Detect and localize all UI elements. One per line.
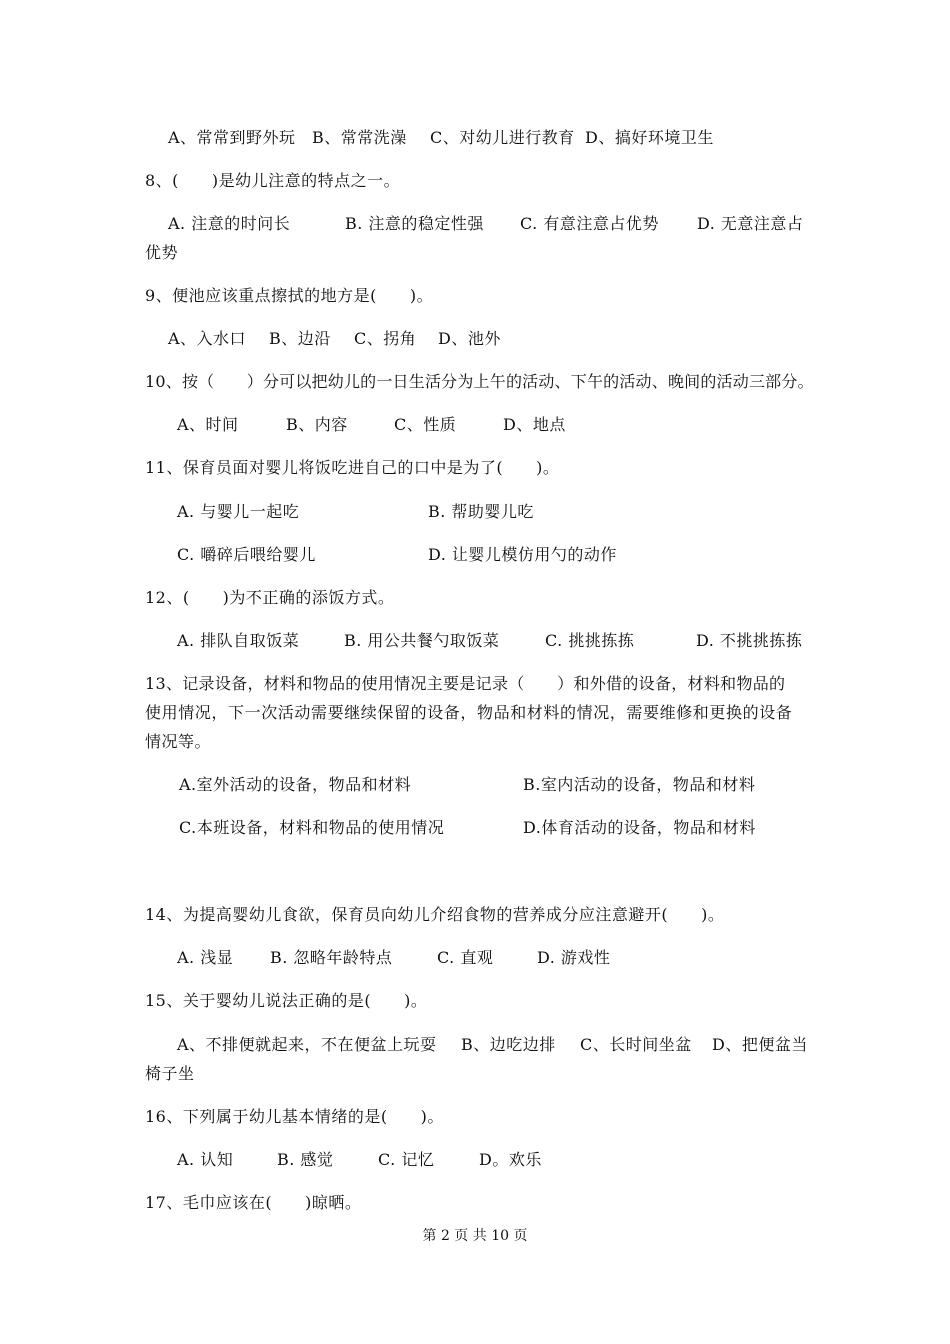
- q13-option-a: A.室外活动的设备，物品和材料: [179, 775, 412, 794]
- q8-option-d: D. 无意注意占: [697, 214, 804, 233]
- q12-stem: 12、( )为不正确的添饭方式。: [145, 588, 395, 607]
- q9-stem: 9、便池应该重点擦拭的地方是( )。: [145, 286, 434, 305]
- q9-option-b: B、边沿: [269, 329, 331, 348]
- q17-stem: 17、毛巾应该在( )晾晒。: [145, 1193, 362, 1212]
- q11-option-d: D. 让婴儿模仿用勺的动作: [428, 545, 617, 564]
- q8-option-d-wrap: 优势: [145, 243, 179, 262]
- q13-option-c: C.本班设备，材料和物品的使用情况: [179, 818, 445, 837]
- q16-option-a: A. 认知: [177, 1150, 234, 1169]
- q12-option-b: B. 用公共餐勺取饭菜: [344, 631, 500, 650]
- q13-option-b: B.室内活动的设备，物品和材料: [523, 775, 756, 794]
- q9-option-c: C、拐角: [354, 329, 417, 348]
- page-number-footer: 第 2 页 共 10 页: [422, 1228, 528, 1244]
- q15-option-a: A、不排便就起来，不在便盆上玩耍: [177, 1035, 437, 1054]
- q14-option-a: A. 浅显: [177, 948, 234, 967]
- q11-option-b: B. 帮助婴儿吃: [428, 502, 534, 521]
- q13-stem-line-1: 13、记录设备，材料和物品的使用情况主要是记录（ ）和外借的设备，材料和物品的: [145, 674, 786, 693]
- q8-option-c: C. 有意注意占优势: [520, 214, 659, 233]
- q7-option-c: C、对幼儿进行教育: [430, 128, 575, 147]
- q16-option-b: B. 感觉: [277, 1150, 334, 1169]
- q11-option-a: A. 与婴儿一起吃: [177, 502, 300, 521]
- q13-option-d: D.体育活动的设备，物品和材料: [523, 818, 756, 837]
- q14-stem: 14、为提高婴幼儿食欲，保育员向幼儿介绍食物的营养成分应注意避开( )。: [145, 905, 725, 924]
- q11-option-c: C. 嚼碎后喂给婴儿: [177, 545, 316, 564]
- q15-stem: 15、关于婴幼儿说法正确的是( )。: [145, 991, 428, 1010]
- q14-option-c: C. 直观: [437, 948, 494, 967]
- q15-option-d-wrap: 椅子坐: [145, 1064, 195, 1083]
- q16-stem: 16、下列属于幼儿基本情绪的是( )。: [145, 1107, 444, 1126]
- q10-option-d: D、地点: [503, 415, 566, 434]
- q14-option-d: D. 游戏性: [537, 948, 611, 967]
- q13-stem-line-2: 使用情况，下一次活动需要继续保留的设备，物品和材料的情况，需要维修和更换的设备: [145, 703, 793, 722]
- q8-option-a: A. 注意的时问长: [168, 214, 291, 233]
- q15-option-c: C、长时间坐盆: [580, 1035, 692, 1054]
- q11-stem: 11、保育员面对婴儿将饭吃进自己的口中是为了( )。: [145, 458, 560, 477]
- q10-option-c: C、性质: [394, 415, 457, 434]
- q15-option-d: D、把便盆当: [712, 1035, 808, 1054]
- q10-option-b: B、内容: [286, 415, 348, 434]
- q8-stem: 8、( )是幼儿注意的特点之一。: [145, 171, 401, 190]
- q12-option-c: C. 挑挑拣拣: [545, 631, 635, 650]
- q8-option-b: B. 注意的稳定性强: [345, 214, 484, 233]
- q12-option-d: D. 不挑挑拣拣: [696, 631, 803, 650]
- q10-option-a: A、时间: [177, 415, 239, 434]
- q7-option-b: B、常常洗澡: [312, 128, 407, 147]
- q12-option-a: A. 排队自取饭菜: [177, 631, 300, 650]
- q13-stem-line-3: 情况等。: [145, 732, 212, 751]
- q7-option-a: A、常常到野外玩: [168, 128, 296, 147]
- q9-option-a: A、入水口: [168, 329, 247, 348]
- q16-option-d: D。欢乐: [479, 1150, 542, 1169]
- q15-option-b: B、边吃边排: [461, 1035, 556, 1054]
- q10-stem: 10、按（ ）分可以把幼儿的一日生活分为上午的活动、下午的活动、晚间的活动三部分。: [145, 372, 814, 391]
- q16-option-c: C. 记忆: [378, 1150, 435, 1169]
- q7-option-d: D、搞好环境卫生: [585, 128, 714, 147]
- q14-option-b: B. 忽略年龄特点: [270, 948, 393, 967]
- q9-option-d: D、池外: [438, 329, 501, 348]
